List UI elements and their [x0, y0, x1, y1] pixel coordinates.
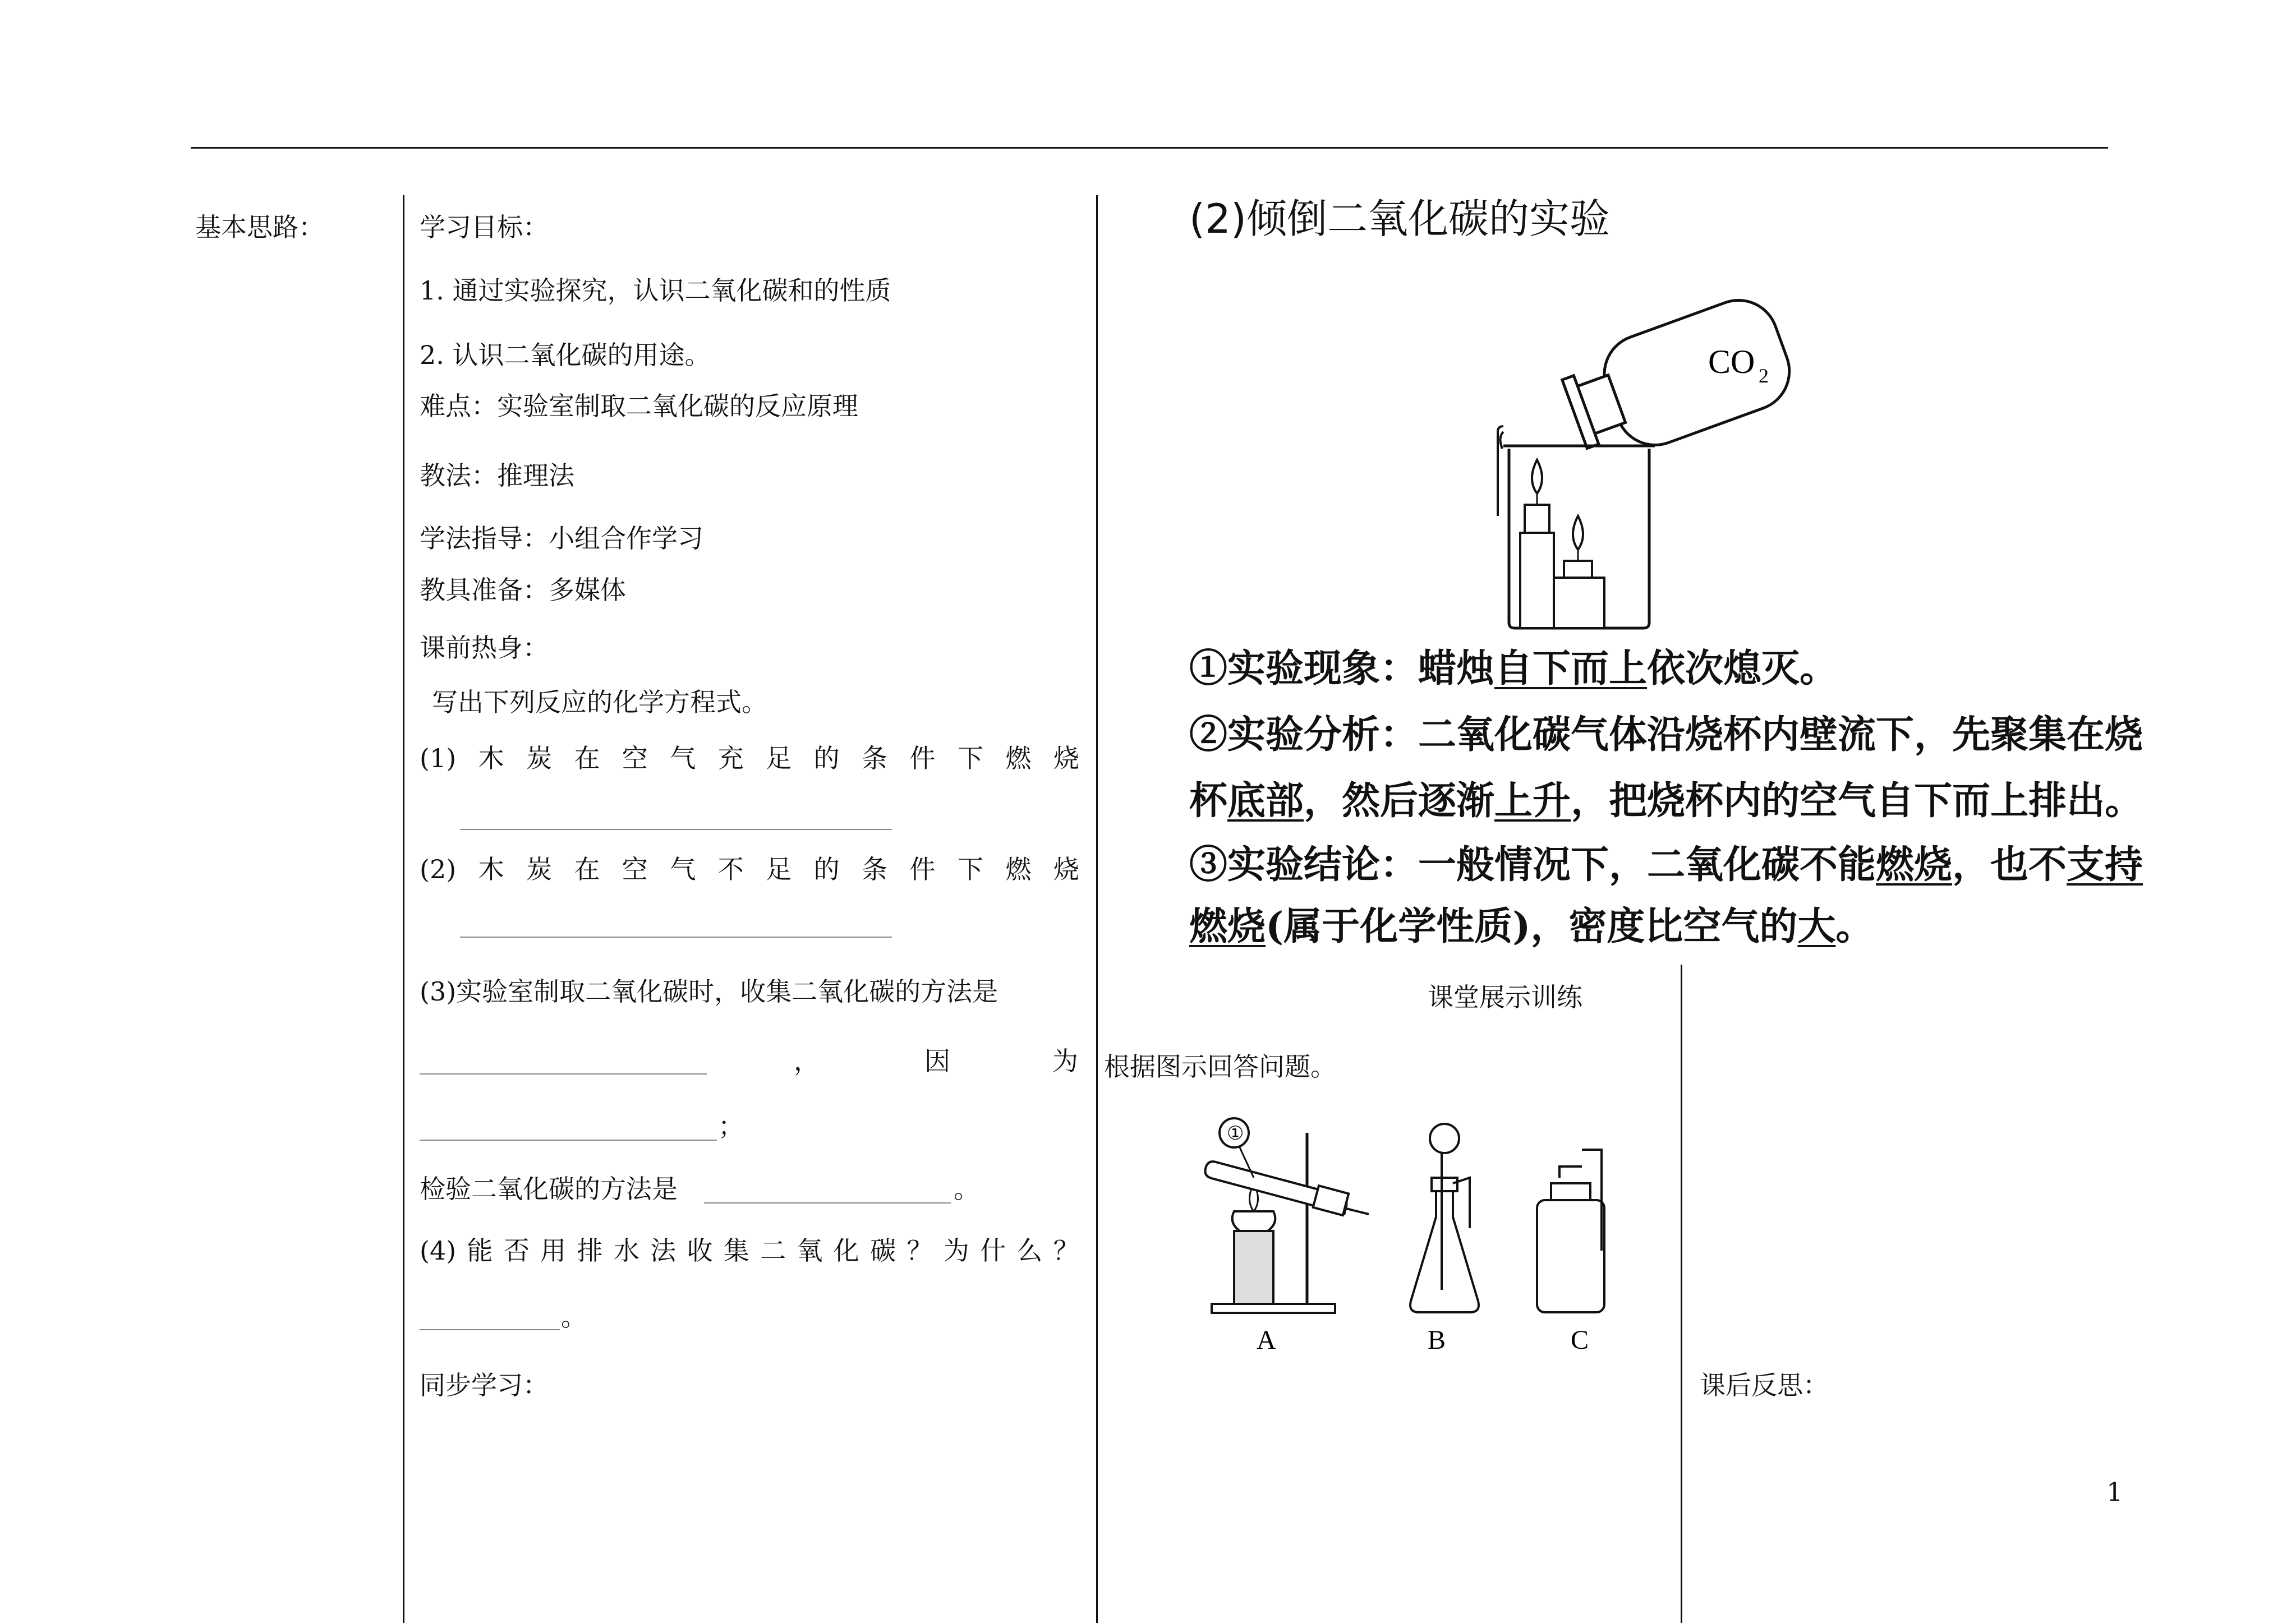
- practice-heading: 课堂展示训练: [1428, 982, 1582, 1012]
- goal-1: 1. 通过实验探究，认识二氧化碳和的性质: [420, 275, 891, 306]
- sync-study: 同步学习：: [420, 1370, 549, 1400]
- co2-label: CO: [1708, 343, 1755, 380]
- teaching-method: 教法：推理法: [420, 460, 574, 491]
- tall-candle: [1520, 533, 1554, 628]
- co2-subscript: 2: [1759, 365, 1769, 387]
- svg-text:①: ①: [1227, 1123, 1244, 1144]
- short-candle: [1564, 561, 1592, 578]
- reflection-label: 课后反思：: [1700, 1370, 1829, 1400]
- header-rule: [191, 147, 2108, 149]
- analysis-line-1: ②实验分析：二氧化碳气体沿烧杯内壁流下，先聚集在烧: [1189, 712, 2143, 757]
- alcohol-lamp: [1232, 1211, 1276, 1231]
- apparatus-a: [1203, 1118, 1369, 1313]
- answer-blank-3b: [420, 1140, 717, 1141]
- apparatus-diagram: [1189, 1110, 1649, 1357]
- answer-blank-4: [420, 1329, 560, 1330]
- label-b: B: [1428, 1325, 1446, 1355]
- q3-semicolon: ；: [718, 1111, 744, 1141]
- label-a: A: [1257, 1325, 1276, 1355]
- q3-comma: ，: [794, 1046, 820, 1076]
- question-4: (4) 能 否 用 排 水 法 收 集 二 氧 化 碳 ？ 为 什 么 ？: [420, 1235, 1079, 1266]
- short-candle-base: [1554, 578, 1604, 628]
- answer-blank-3c: [704, 1202, 951, 1204]
- answer-blank-2: [460, 937, 892, 938]
- short-candle-flame: [1573, 516, 1583, 550]
- question-1: (1) 木 炭 在 空 气 充 足 的 条 件 下 燃 烧: [420, 743, 1079, 773]
- q3-test-end: 。: [954, 1174, 979, 1204]
- q3-wei: 为: [1052, 1046, 1078, 1076]
- goal-2: 2. 认识二氧化碳的用途。: [420, 340, 711, 370]
- equipment: 教具准备：多媒体: [420, 575, 626, 605]
- analysis-line-2: 杯底部，然后逐渐上升，把烧杯内的空气自下而上排出。: [1189, 778, 2143, 823]
- q3-test-prefix: 检验二氧化碳的方法是: [420, 1174, 678, 1204]
- practice-prompt: 根据图示回答问题。: [1104, 1052, 1336, 1082]
- column-divider-1: [403, 195, 404, 1623]
- study-guidance: 学法指导：小组合作学习: [420, 523, 703, 554]
- question-3: (3)实验室制取二氧化碳时，收集二氧化碳的方法是: [420, 976, 999, 1007]
- page-number: 1: [2106, 1477, 2123, 1507]
- conclusion-line-1: ③实验结论：一般情况下，二氧化碳不能燃烧，也不支持: [1189, 842, 2143, 887]
- apparatus-c: [1537, 1150, 1604, 1312]
- column-divider-3: [1681, 965, 1682, 1623]
- co2-pouring-diagram: [1458, 264, 1862, 645]
- question-2: (2) 木 炭 在 空 气 不 足 的 条 件 下 燃 烧: [420, 854, 1079, 884]
- column-divider-2: [1096, 195, 1098, 1623]
- experiment-title: (2)倾倒二氧化碳的实验: [1189, 195, 1610, 242]
- label-c: C: [1571, 1325, 1589, 1355]
- basic-idea-label: 基本思路：: [195, 212, 324, 242]
- answer-blank-3a: [420, 1073, 707, 1075]
- q3-yin: 因: [924, 1046, 950, 1076]
- observation-line: ①实验现象：蜡烛自下而上依次熄灭。: [1189, 646, 1838, 691]
- apparatus-b: [1410, 1124, 1479, 1312]
- goal-heading: 学习目标：: [420, 212, 549, 242]
- answer-blank-1: [460, 829, 892, 830]
- difficulty: 难点：实验室制取二氧化碳的反应原理: [420, 391, 858, 421]
- instruction: 写出下列反应的化学方程式。: [432, 687, 767, 717]
- conclusion-line-2: 燃烧(属于化学性质)，密度比空气的大。: [1189, 904, 1874, 949]
- tall-candle-flame: [1532, 460, 1542, 494]
- q4-end: 。: [561, 1302, 587, 1332]
- warmup-heading: 课前热身：: [420, 633, 549, 663]
